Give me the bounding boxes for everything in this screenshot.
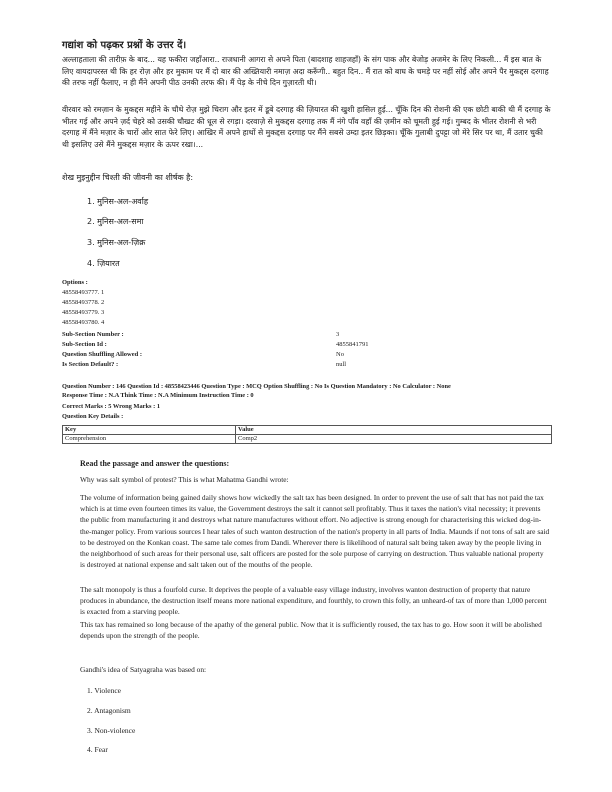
sub-section-id-label: Sub-Section Id :: [62, 341, 107, 348]
hindi-question-text: शेख मुइनुद्दीन चिश्ती की जीवनी का शीर्षक है:: [62, 173, 194, 182]
english-passage-paragraph-3: This tax has remained so long because of the apathy of the general public. Now that it is sufficiently roused, the tax has to go. How soon it will be abolished depends upon the strength of the people.: [80, 620, 542, 641]
sub-section-number-value: 3: [336, 331, 340, 338]
table-header-key: Key: [63, 426, 236, 435]
english-passage-paragraph-1: The volume of information being gained daily shows how wickedly the salt tax has been designed. In order to prevent the use of salt that has not paid the tax which is at time even fourteen times its value, the Government destroys the salt it cannot sell profitably. Thus it taxes the nation's vital necessity; it prevents the public from manufacturing it and destroys what nature manufactures without effort. No adjective is strong enough for characterising this wicked dog-in-the-manger policy. From various sources I hear tales of such wanton destruction of the nation's property in all parts of India. Maunds if not tons of salt are said to be destroyed on the Konkan coast. The same tale comes from Dandi. Wherever there is likelihood of natural salt being taken away by the people living in the neighborhood of such areas for their personal use, salt officers are posted for the sole purpose of carrying on destruction. Thus valuable national property is destroyed at national expense and salt taken out of the mouths of the people.: [80, 493, 550, 570]
hindi-option-1: 1. मुनिस-अल-अर्वाह: [87, 197, 149, 206]
section-heading-english: Read the passage and answer the questions:: [80, 459, 230, 468]
section-heading-hindi: गद्यांश को पढ़कर प्रश्नों के उत्तर दें।: [62, 40, 187, 51]
english-option-2: 2. Antagonism: [87, 706, 131, 715]
question-shuffling-label: Question Shuffling Allowed :: [62, 351, 143, 358]
english-option-1: 1. Violence: [87, 686, 121, 695]
english-passage-intro: Why was salt symbol of protest? This is what Mahatma Gandhi wrote:: [80, 475, 289, 484]
sub-section-id-value: 4855841791: [336, 341, 369, 348]
hindi-passage-paragraph-2: वीरवार को रमज़ान के मुकद्दस महीने के चौथे रोज़ मुझे चिराग और इतर में डूबे दरगाह की ज़ियारत की खुशी हासिल हुई... चूँकि दिन की रोशनी की एक छोटी बाकी थी मैं दरगाह के भीतर गई और अपने ज़र्द चेहरे को उसकी चौखट की धूल से रगड़ा। दरवाज़े से मुकद्दस दरगाह तक मैं नंगे पाँव वहाँ की ज़मीन को चूमती हुई गई। गुम्बद के भीतर रोशनी से भरी दरगाह में मैंने मज़ार के चारों ओर सात फेरे लिए। आखिर में अपने हाथों से मुकद्दस दरगाह पर मैंने सबसे उम्दा इतर छिड़का। चूँकि गुलाबी दुपट्टा जो मेरे सिर पर था, मैं उतार चुकी थी इसलिए उसे मैंने मुकद्दस मज़ार के ऊपर रखा।...: [62, 105, 551, 149]
english-question-text: Gandhi's idea of Satyagraha was based on:: [80, 665, 207, 674]
question-info-line: Question Number : 146 Question Id : 48558423446 Question Type : MCQ Option Shuffling : No Is Question Mandatory : No Calculator : None: [62, 383, 451, 390]
hindi-passage-paragraph-1: अल्लाहताला की तारीफ़ के बाद... यह फकीरा जहाँआरा.. राजधानी आगरा से अपने पिता (बादशाह शाहजहाँ) के संग पाक और बेजोड़ अजमेर के लिए निकली... मैं इस बात के लिए वायदापरस्त थी कि हर रोज़ और हर मुकाम पर मैं दो बार की अख्तियारी नमाज़ अदा करूँगी.. बहुत दिन.. मैं रात को बाघ के चमड़े पर नहीं सोई और अपने पैर मुकद्दस दरगाह की तरफ नहीं फैलाए, न ही मैंने अपनी पीठ उनकी तरफ की। मैं पेड़ के नीचे दिन गुज़ारती थी।: [62, 55, 549, 88]
hindi-option-3: 3. मुनिस-अल-ज़िक्र: [87, 238, 146, 247]
section-default-value: null: [336, 361, 347, 368]
question-key-table: [62, 425, 552, 444]
question-shuffling-value: No: [336, 351, 344, 358]
question-key-details-label: Question Key Details :: [62, 413, 124, 420]
table-cell-key: Comprehension: [63, 435, 236, 444]
table-cell-value: Comp2: [236, 435, 552, 444]
option-id-2: 48558493778. 2: [62, 299, 105, 306]
section-default-label: Is Section Default? :: [62, 361, 119, 368]
hindi-option-4: 4. ज़ियारत: [87, 259, 120, 268]
marks-line: Correct Marks : 5 Wrong Marks : 1: [62, 403, 161, 410]
table-row: [63, 435, 552, 444]
table-header-value: Value: [236, 426, 552, 435]
english-passage-paragraph-2: The salt monopoly is thus a fourfold curse. It deprives the people of a valuable easy village industry, involves wanton destruction of property that nature produces in abundance, the destruction itself means more national expenditure, and fourthly, to crown this folly, an unheard-of tax of more than 1,000 percent is exacted from a starving people.: [80, 585, 547, 617]
response-time-line: Response Time : N.A Think Time : N.A Minimum Instruction Time : 0: [62, 392, 254, 399]
english-option-3: 3. Non-violence: [87, 726, 136, 735]
option-id-4: 48558493780. 4: [62, 319, 105, 326]
options-label: Options :: [62, 279, 88, 286]
option-id-3: 48558493779. 3: [62, 309, 105, 316]
table-header-row: [63, 426, 552, 435]
english-option-4: 4. Fear: [87, 745, 108, 754]
option-id-1: 48558493777. 1: [62, 289, 105, 296]
hindi-option-2: 2. मुनिस-अल-समा: [87, 217, 144, 226]
sub-section-number-label: Sub-Section Number :: [62, 331, 124, 338]
